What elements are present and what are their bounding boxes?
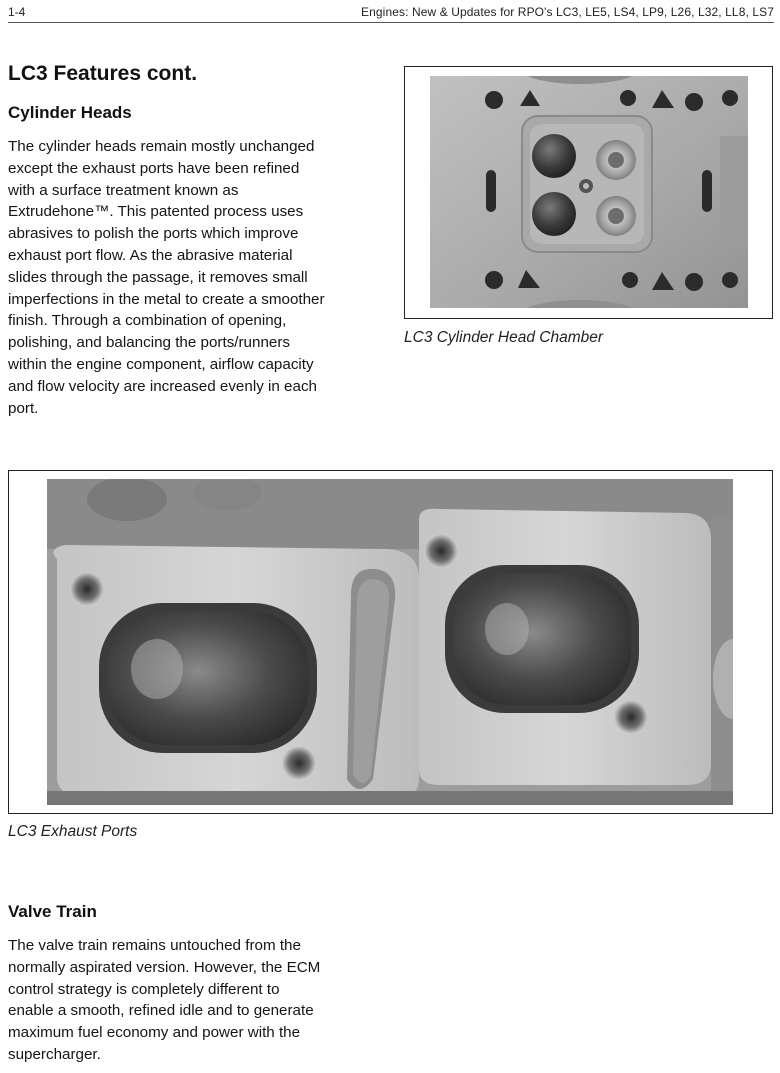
- exhaust-ports-caption: LC3 Exhaust Ports: [8, 823, 138, 840]
- paragraph-line: slides through the passage, it removes small: [8, 268, 308, 286]
- section-title: LC3 Features cont.: [8, 62, 198, 85]
- paragraph-line: with a surface treatment known as: [8, 181, 239, 199]
- cylinder-head-chamber-photo: [430, 76, 748, 308]
- cylinder-head-chamber-figure: [404, 66, 773, 319]
- paragraph-line: and flow velocity are increased evenly in each: [8, 377, 317, 395]
- page-number: 1-4: [8, 5, 26, 19]
- valve-train-heading: Valve Train: [8, 902, 97, 921]
- paragraph-line: normally aspirated version. However, the ECM: [8, 958, 321, 976]
- paragraph-line: control strategy is completely different to: [8, 980, 280, 998]
- paragraph-line: maximum fuel economy and power with the: [8, 1024, 301, 1042]
- paragraph-line: Extrudehone™. This patented process uses: [8, 203, 304, 221]
- paragraph-line: exhaust port flow. As the abrasive material: [8, 246, 293, 264]
- exhaust-ports-photo: [47, 479, 733, 805]
- paragraph-line: abrasives to polish the ports which improve: [8, 225, 299, 243]
- exhaust-ports-figure: [8, 470, 773, 814]
- paragraph-line: The cylinder heads remain mostly unchanged: [8, 138, 315, 155]
- page-header: [8, 2, 774, 23]
- paragraph-line: The valve train remains untouched from the: [8, 937, 301, 954]
- valve-train-paragraph: [8, 935, 388, 1066]
- paragraph-line: imperfections in the metal to create a smoother: [8, 290, 325, 308]
- paragraph-line: within the engine component, airflow capacity: [8, 355, 314, 373]
- paragraph-line: finish. Through a combination of opening,: [8, 312, 287, 330]
- chamber-caption: LC3 Cylinder Head Chamber: [404, 329, 604, 346]
- paragraph-line: enable a smooth, refined idle and to generate: [8, 1002, 314, 1020]
- paragraph-line: polishing, and balancing the ports/runners: [8, 334, 290, 352]
- paragraph-line: supercharger.: [8, 1045, 101, 1063]
- paragraph-line: except the exhaust ports have been refined: [8, 159, 300, 177]
- cylinder-heads-paragraph: [8, 136, 388, 419]
- paragraph-line: port.: [8, 399, 39, 417]
- cylinder-heads-heading: Cylinder Heads: [8, 103, 132, 122]
- running-title: Engines: New & Updates for RPO's LC3, LE5, LS4, LP9, L26, L32, LL8, LS7: [361, 5, 774, 19]
